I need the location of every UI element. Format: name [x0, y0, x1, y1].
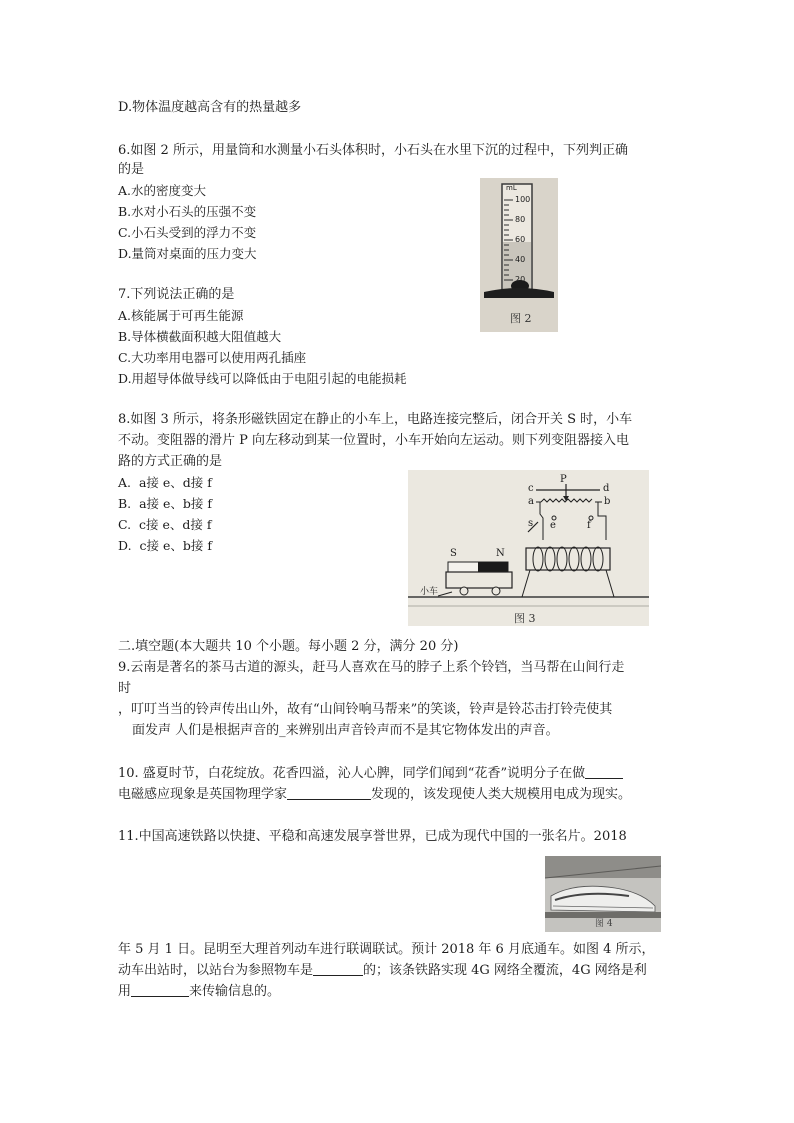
cylinder-tick-60: 60	[515, 235, 526, 244]
cylinder-tick-40: 40	[515, 255, 526, 264]
q8-option-a: A. a接 e、d接 f	[118, 475, 212, 490]
q5-option-d: D.物体温度越高含有的热量越多	[118, 100, 302, 115]
q11-line3-text-b: 的；该条铁路实现 4G 网络全覆流，4G 网络是利	[363, 963, 647, 978]
cylinder-tick-80: 80	[515, 215, 526, 224]
label-pole-s: S	[450, 548, 457, 559]
q11-line4-text-b: 来传输信息的。	[189, 984, 281, 999]
label-a: a	[528, 496, 534, 507]
figure-4-caption: 图 4	[595, 919, 613, 929]
q11-line4	[118, 983, 280, 1001]
label-s: s	[528, 518, 534, 529]
label-p: P	[560, 474, 567, 485]
label-pole-n: N	[496, 548, 505, 559]
q6-option-a: A.水的密度变大	[118, 183, 207, 198]
cylinder-tick-100: 100	[515, 195, 531, 204]
q7-option-a: A.核能属于可再生能源	[118, 308, 244, 323]
q7-stem: 7.下列说法正确的是	[118, 287, 235, 302]
cylinder-tick-20: 20	[515, 275, 526, 284]
q8-option-c: C. c接 e、d接 f	[118, 517, 212, 532]
q8-option-b: B. a接 e、b接 f	[118, 496, 213, 511]
section-2-heading: 二.填空题(本大题共 10 个小题。每小题 2 分，满分 20 分)	[118, 639, 459, 654]
q10-line2-text-b: 发现的，该发现使人类大规模用电成为现实。	[371, 787, 632, 802]
label-c: c	[528, 483, 534, 494]
label-e: e	[550, 520, 556, 531]
q8-stem-line2: 不动。变阻器的滑片 P 向左移动到某一位置时，小车开始向左运动。则下列变阻器接入电	[118, 433, 630, 448]
figure-3-caption: 图 3	[514, 612, 536, 625]
label-b: b	[604, 496, 611, 507]
q11-blank-1[interactable]	[313, 962, 363, 976]
q8-stem-line3: 路的方式正确的是	[118, 454, 223, 469]
q6-stem-line1: 6.如图 2 所示，用量筒和水测量小石头体积时，小石头在水里下沉的过程中，下列判正确	[118, 143, 628, 158]
figure-2-graduated-cylinder	[480, 178, 558, 332]
q7-option-c: C.大功率用电器可以使用两孔插座	[118, 350, 307, 365]
q11-line4-text-a: 用	[118, 984, 132, 999]
q8-stem-line1: 8.如图 3 所示，将条形磁铁固定在静止的小车上，电路连接完整后，闭合开关 S 时，小车	[118, 412, 633, 427]
q10-line2	[118, 786, 631, 804]
q11-line3	[118, 962, 647, 980]
q6-option-d: D.量筒对桌面的压力变大	[118, 246, 257, 261]
label-d: d	[603, 483, 610, 494]
q11-line3-text-a: 动车出站时，以站台为参照物车是	[118, 963, 314, 978]
q10-blank-2[interactable]	[287, 786, 371, 800]
cylinder-unit-label: mL	[506, 184, 517, 192]
q9-line1: 9.云南是著名的茶马古道的源头，赶马人喜欢在马的脖子上系个铃铛，当马帮在山间行走	[118, 660, 625, 675]
figure-3-circuit	[408, 470, 649, 626]
label-f: f	[587, 520, 591, 531]
q9-line4: 面发声 人们是根据声音的_来辨别出声音铃声而不是其它物体发出的声音。	[132, 723, 559, 738]
q6-option-b: B.水对小石头的压强不变	[118, 204, 257, 219]
q9-line2: 时	[118, 681, 132, 696]
q10-line1-text: 10. 盛夏时节，白花绽放。花香四溢，沁人心脾，同学们闻到“花香”说明分子在做	[118, 766, 586, 781]
q8-option-d: D. c接 e、b接 f	[118, 538, 212, 553]
q6-option-c: C.小石头受到的浮力不变	[118, 225, 257, 240]
figure-2-caption: 图 2	[510, 312, 532, 325]
q11-line1: 11.中国高速铁路以快捷、平稳和高速发展享誉世界，已成为现代中国的一张名片。2018	[118, 829, 627, 844]
figure-4-train-photo	[545, 856, 661, 932]
q11-blank-2[interactable]	[131, 983, 189, 997]
q7-option-b: B.导体横截面积越大阻值越大	[118, 329, 282, 344]
q7-option-d: D.用超导体做导线可以降低由于电阻引起的电能损耗	[118, 371, 407, 386]
q10-line1	[118, 765, 623, 783]
q6-stem-line2: 的是	[118, 162, 145, 177]
q11-line2: 年 5 月 1 日。昆明至大理首列动车进行联调联试。预计 2018 年 6 月底通车。如图 4 所示，	[118, 942, 655, 957]
magnet-north-pole	[478, 562, 508, 572]
q10-blank-1[interactable]	[585, 765, 623, 779]
q10-line2-text-a: 电磁感应现象是英国物理学家	[118, 787, 288, 802]
q9-line3: ，叮叮当当的铃声传出山外，故有“山间铃响马帮来”的笑谈，铃声是铃芯击打铃壳使其	[118, 702, 613, 717]
label-cart: 小车	[420, 587, 439, 597]
